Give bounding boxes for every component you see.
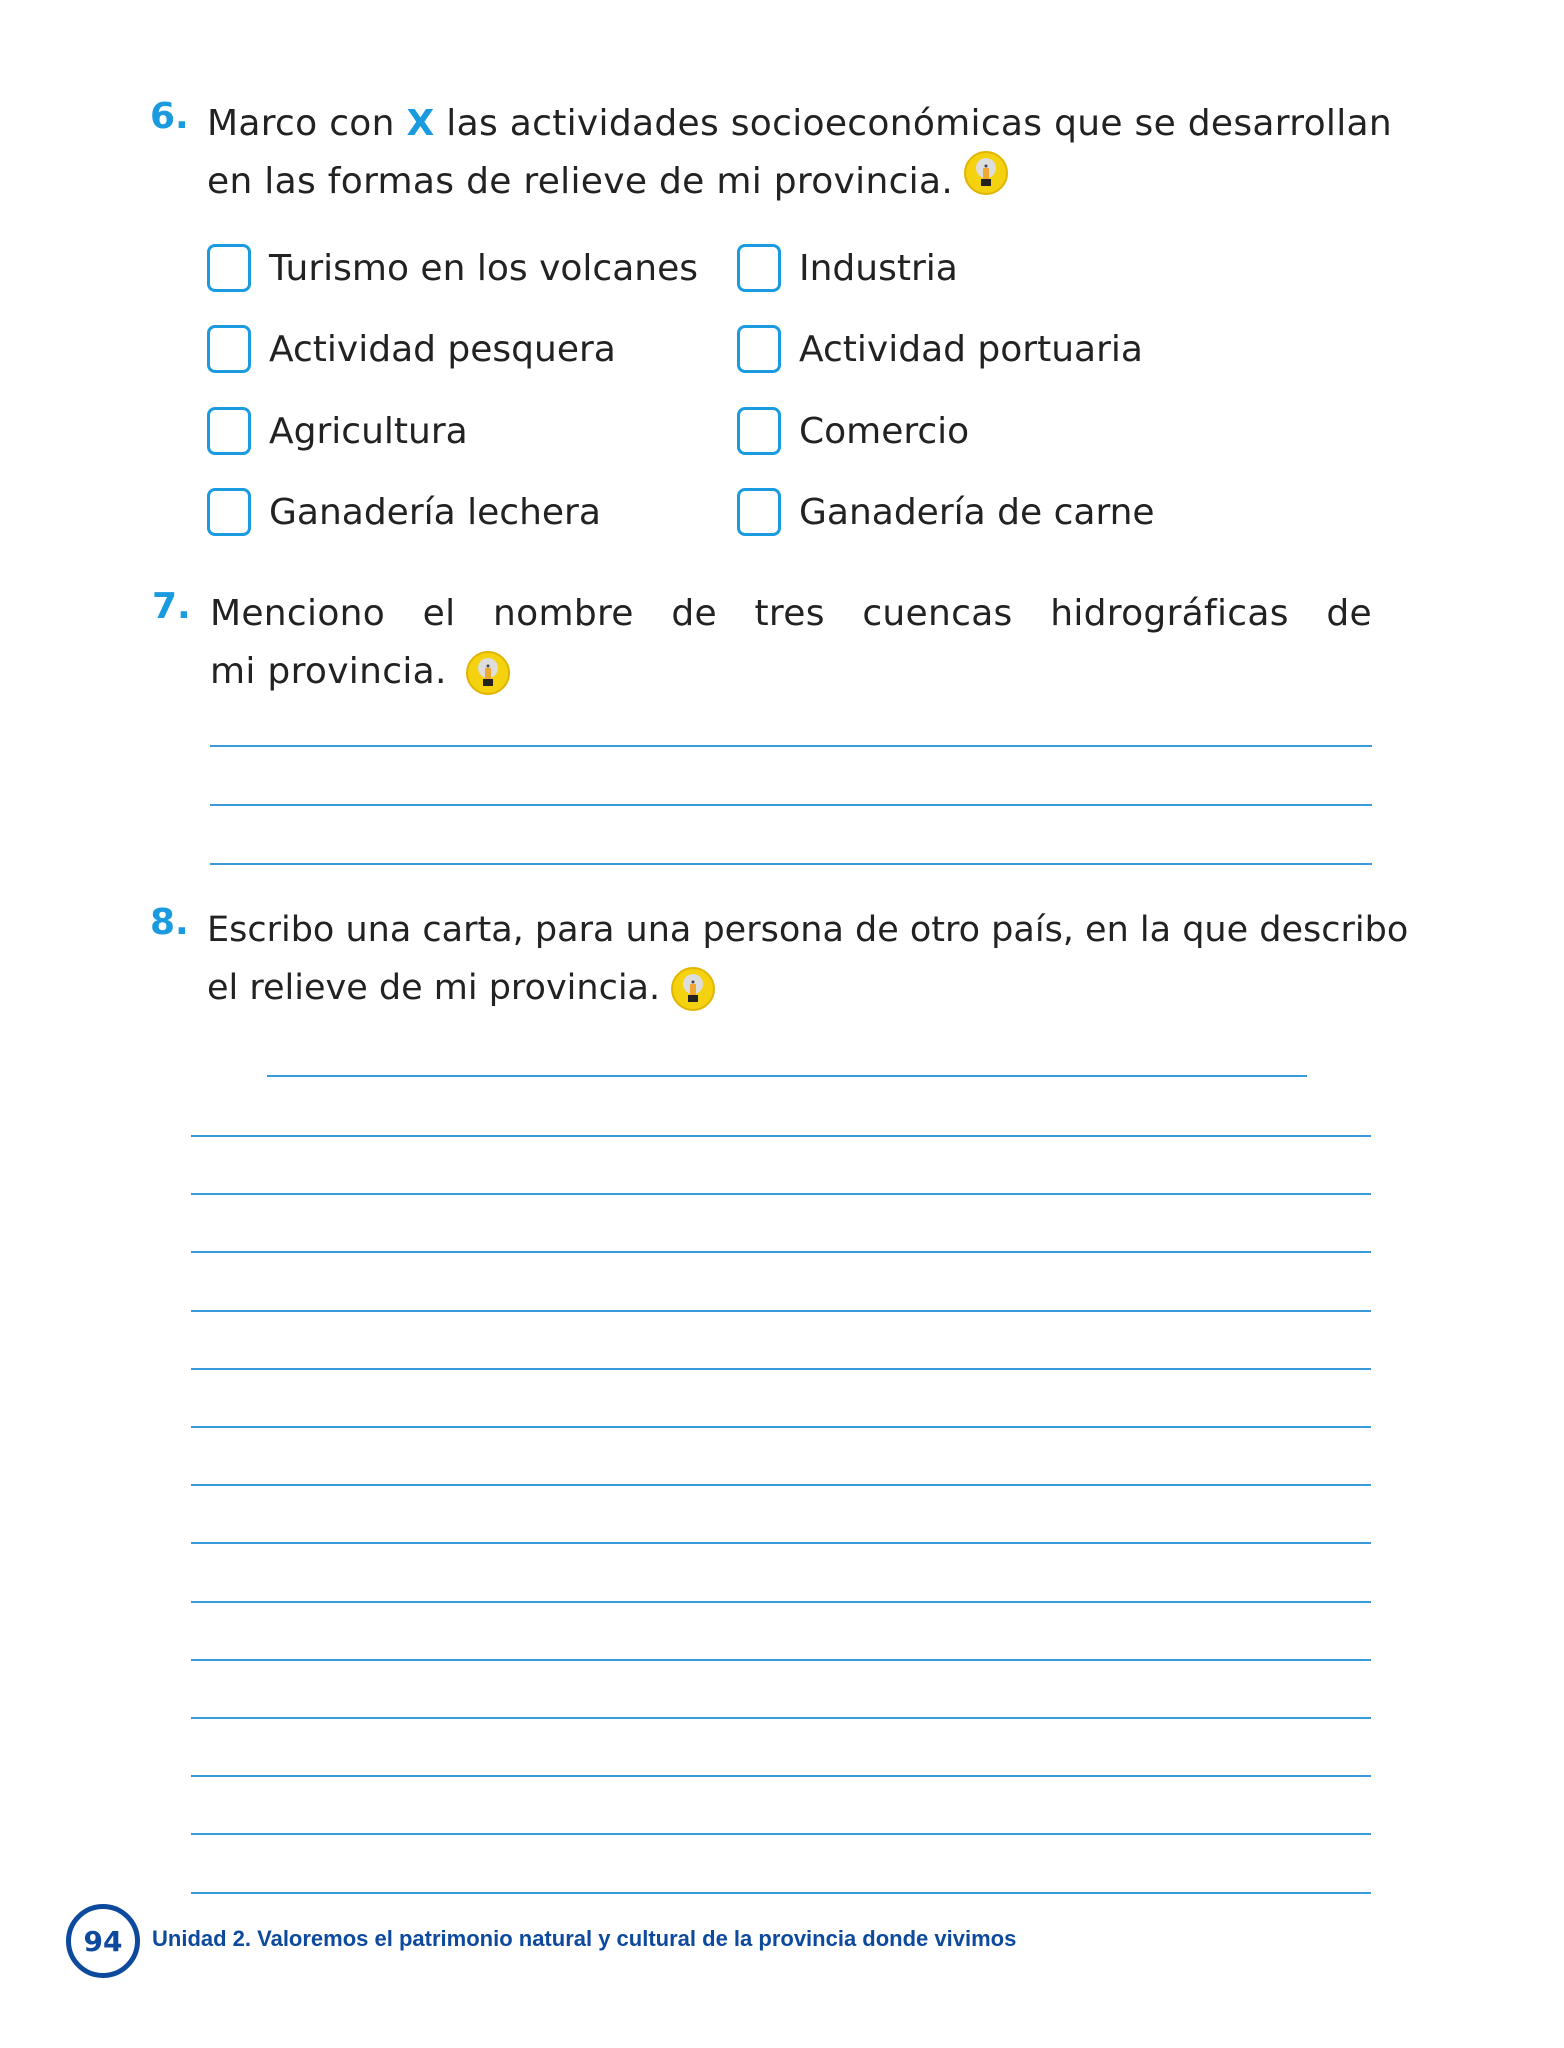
- lightbulb-icon: [963, 150, 1009, 196]
- question-6-number: 6.: [150, 96, 189, 137]
- checkbox[interactable]: [737, 244, 781, 292]
- option-label: Agricultura: [269, 410, 468, 452]
- question-7-number: 7.: [152, 586, 191, 627]
- checkbox-option[interactable]: [737, 244, 958, 292]
- answer-line[interactable]: [210, 863, 1372, 865]
- checkbox[interactable]: [737, 325, 781, 373]
- option-label: Ganadería de carne: [799, 491, 1155, 533]
- checkbox[interactable]: [737, 488, 781, 536]
- checkbox-option[interactable]: [737, 488, 1155, 536]
- letter-line[interactable]: [191, 1892, 1371, 1894]
- q7-line2: mi provincia.: [210, 651, 447, 692]
- letter-line[interactable]: [191, 1833, 1371, 1835]
- q6-line2: en las formas de relieve de mi provincia.: [207, 161, 954, 202]
- letter-line[interactable]: [191, 1659, 1371, 1661]
- letter-line[interactable]: [191, 1368, 1371, 1370]
- letter-line[interactable]: [191, 1193, 1371, 1195]
- checkbox[interactable]: [207, 488, 251, 536]
- letter-line[interactable]: [191, 1775, 1371, 1777]
- option-label: Actividad pesquera: [269, 328, 616, 370]
- option-label: Industria: [799, 247, 958, 289]
- letter-line[interactable]: [191, 1717, 1371, 1719]
- checkbox[interactable]: [737, 407, 781, 455]
- checkbox-option[interactable]: [207, 325, 616, 373]
- q8-line1: Escribo una carta, para una persona de otro país, en la que describo: [207, 910, 1409, 950]
- option-label: Comercio: [799, 410, 970, 452]
- letter-line[interactable]: [191, 1135, 1371, 1137]
- question-7-text: [210, 585, 1372, 701]
- question-8-text: [207, 901, 1408, 1017]
- q8-line2: el relieve de mi provincia.: [207, 968, 661, 1008]
- letter-line[interactable]: [191, 1484, 1371, 1486]
- q7-line1: Menciono el nombre de tres cuencas hidrográficas de: [210, 593, 1372, 634]
- letter-heading-line[interactable]: [267, 1075, 1307, 1077]
- letter-line[interactable]: [191, 1310, 1371, 1312]
- unit-title: Unidad 2. Valoremos el patrimonio natural y cultural de la provincia donde vivimos: [152, 1926, 1017, 1951]
- lightbulb-icon: [465, 650, 511, 696]
- checkbox[interactable]: [207, 244, 251, 292]
- question-8-number: 8.: [150, 902, 189, 943]
- option-label: Turismo en los volcanes: [269, 247, 698, 289]
- checkbox-option[interactable]: [207, 407, 468, 455]
- answer-line[interactable]: [210, 804, 1372, 806]
- q6-text-after: las actividades socioeconómicas que se desarrollan: [434, 103, 1392, 144]
- checkbox-option[interactable]: [737, 325, 1143, 373]
- option-label: Ganadería lechera: [269, 491, 601, 533]
- lightbulb-icon: [670, 966, 716, 1012]
- option-label: Actividad portuaria: [799, 328, 1143, 370]
- checkbox[interactable]: [207, 325, 251, 373]
- letter-line[interactable]: [191, 1426, 1371, 1428]
- question-6-text: [207, 95, 1392, 211]
- letter-line[interactable]: [191, 1601, 1371, 1603]
- q6-mark: X: [406, 103, 435, 144]
- answer-line[interactable]: [210, 745, 1372, 747]
- checkbox-option[interactable]: [207, 244, 698, 292]
- page-number: 94: [66, 1904, 140, 1978]
- checkbox[interactable]: [207, 407, 251, 455]
- q6-text-before: Marco con: [207, 103, 407, 144]
- checkbox-option[interactable]: [207, 488, 601, 536]
- letter-line[interactable]: [191, 1251, 1371, 1253]
- checkbox-option[interactable]: [737, 407, 969, 455]
- letter-line[interactable]: [191, 1542, 1371, 1544]
